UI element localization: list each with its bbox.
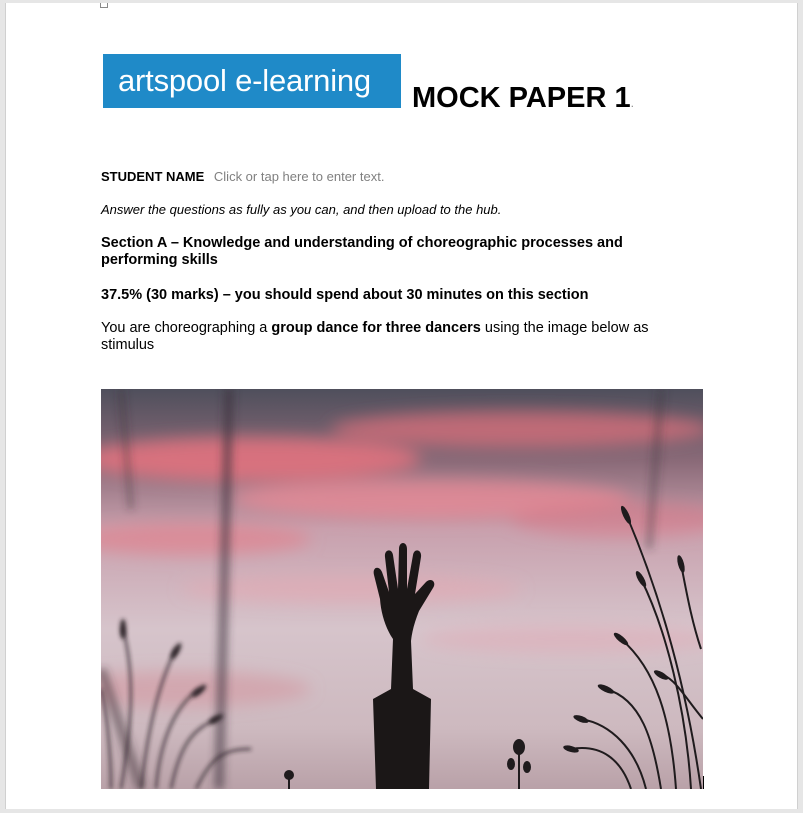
table-move-handle[interactable] [100, 3, 108, 8]
prompt-after: using the image below as stimulus [101, 320, 649, 353]
logo-banner [103, 54, 401, 108]
student-name-field[interactable]: Click or tap here to enter text. [213, 169, 385, 184]
text-cursor [703, 776, 704, 789]
instructions-text: Answer the questions as fully as you can, and then upload to the hub. [101, 202, 502, 217]
title-text: MOCK PAPER 1 [412, 82, 631, 114]
stimulus-image [101, 389, 703, 789]
student-name-row [101, 169, 384, 184]
prompt-emphasis: group dance for three dancers [271, 320, 481, 336]
logo-text: artspool e-learning [118, 63, 371, 98]
student-name-label: STUDENT NAME [101, 169, 205, 184]
page-title [412, 82, 634, 115]
section-heading: Section A – Knowledge and understanding of choreographic processes and performing skills [101, 235, 623, 268]
title-suffix: . [630, 96, 634, 110]
prompt-before: You are choreographing a [101, 320, 272, 336]
marks-info: 37.5% (30 marks) – you should spend about 30 minutes on this section [101, 287, 589, 303]
document-page [5, 3, 798, 809]
question-prompt [101, 320, 691, 354]
